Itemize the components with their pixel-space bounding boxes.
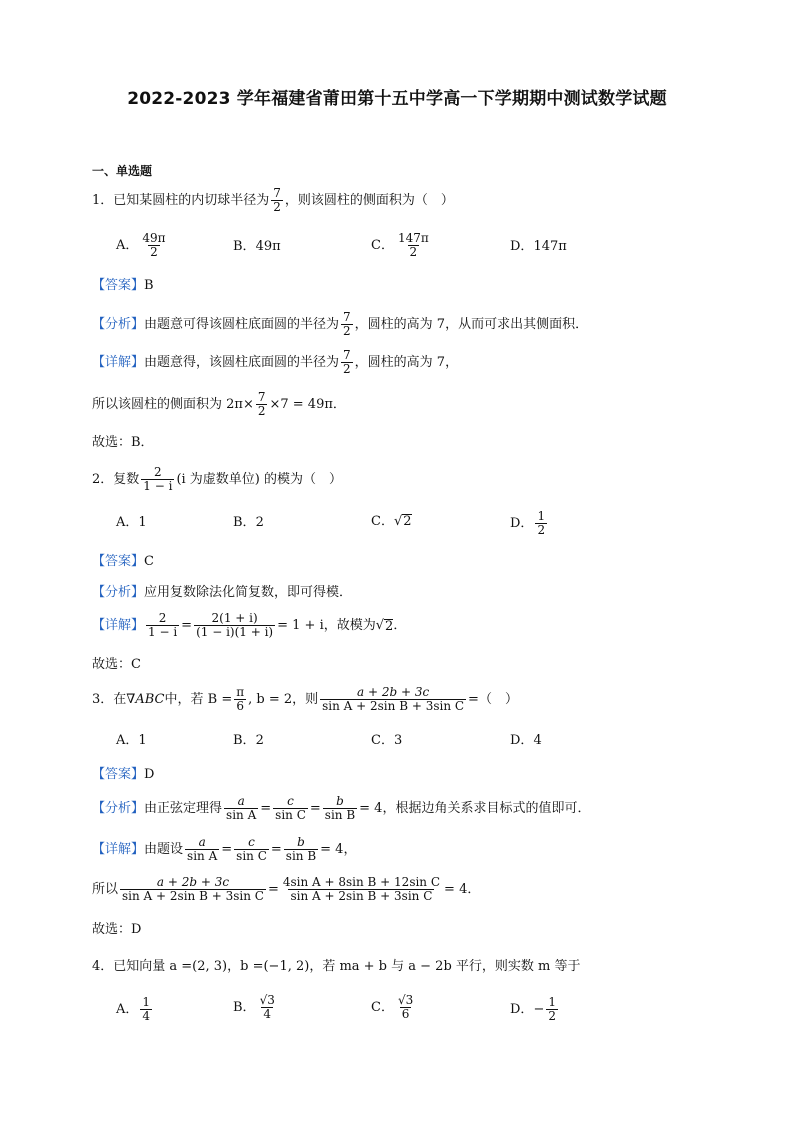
- analysis-tag: 【分析】: [92, 801, 145, 817]
- option-value: 49π: [255, 239, 281, 254]
- frac-den: 2: [150, 245, 158, 260]
- analysis-tag: 【分析】: [92, 317, 145, 333]
- q3-option-b: [233, 734, 264, 747]
- frac-num: a + 2b + 3c: [156, 875, 230, 889]
- answer-tag: 【答案】: [92, 278, 145, 293]
- q2-answer: [92, 555, 154, 568]
- frac-num: 1: [548, 995, 556, 1009]
- detail-fraction-1: [146, 612, 179, 639]
- q2-stem-text-post: (i 为虚数单位) 的模为（ ）: [176, 472, 343, 488]
- option-label: B．: [233, 733, 256, 748]
- answer-value: B: [144, 278, 154, 293]
- frac-den: 2: [548, 1009, 556, 1024]
- option-label: D．: [510, 733, 534, 748]
- analysis-text: 由题意可得该圆柱底面圆的半径为: [144, 317, 340, 333]
- detail-end: ．: [393, 618, 407, 634]
- frac-num: 7: [257, 390, 266, 404]
- q3-stem-mid2: , b = 2，则: [248, 692, 319, 708]
- q3-b-fraction: [234, 686, 246, 713]
- frac-num: a: [237, 794, 245, 808]
- frac-num: 2(1 + i): [211, 611, 258, 625]
- detail-text: 由题意得，该圆柱底面圆的半径为: [144, 355, 340, 371]
- q2-stem-fraction: [141, 466, 174, 493]
- frac-den: 2: [273, 200, 281, 215]
- option-fraction: [140, 996, 152, 1023]
- q2-stem-text: 2．复数: [92, 472, 140, 488]
- frac-num: 4sin A + 8sin B + 12sin C: [282, 875, 441, 889]
- equals-sign: =: [270, 842, 282, 858]
- question-4-stem: 4．已知向量 a =(2, 3)，b =(−1, 2)，若 ma + b 与 a − 2b 平行，则实数 m 等于: [92, 959, 581, 974]
- frac-num: √3: [259, 993, 275, 1007]
- analysis-text-post: ，圆柱的高为 7，从而可求出其侧面积．: [354, 317, 589, 333]
- option-label: C．: [371, 238, 394, 254]
- detail-sqrt-value: 2: [385, 618, 394, 634]
- answer-tag: 【答案】: [92, 554, 145, 569]
- option-label: A．: [116, 238, 139, 254]
- q3-choose: 故选：D: [92, 922, 142, 937]
- q3-option-d: [510, 734, 542, 747]
- frac-num: π: [236, 685, 245, 699]
- equals-sign: =: [260, 801, 272, 817]
- sqrt-sign: √: [393, 513, 403, 529]
- detail-fraction-2: [194, 612, 275, 639]
- frac-a: [185, 836, 219, 863]
- frac-den: 4: [263, 1007, 272, 1022]
- equals-sign: =: [181, 618, 193, 634]
- detail-text-post: ，圆柱的高为 7，: [354, 355, 459, 371]
- detail-line-post: = 4．: [444, 882, 481, 898]
- frac-den: 2: [409, 245, 418, 260]
- q3-analysis: [92, 795, 590, 822]
- equals-sign: =: [267, 882, 279, 898]
- option-label: D．: [510, 1002, 534, 1018]
- q1-stem-text: 1．已知某圆柱的内切球半径为: [92, 193, 270, 209]
- frac-den: 4: [142, 1009, 151, 1024]
- question-1-stem: [92, 187, 454, 214]
- frac-num: a + 2b + 3c: [356, 685, 430, 699]
- option-label: C．: [371, 733, 394, 748]
- q3-stem-mid: 中，若 B =: [164, 692, 233, 708]
- frac-den: 6: [236, 699, 244, 714]
- q2-option-c: [371, 514, 412, 528]
- frac-num: 2: [154, 465, 162, 479]
- detail-line-text: 所以该圆柱的侧面积为 2π×: [92, 397, 254, 413]
- frac-den: sin A: [187, 849, 218, 864]
- question-3-stem: [92, 686, 518, 713]
- frac-num: a: [198, 835, 206, 849]
- option-value: 2: [255, 515, 264, 530]
- option-fraction: [396, 994, 415, 1021]
- frac-b: [323, 795, 357, 822]
- q1-option-a: [116, 232, 170, 259]
- analysis-text: 应用复数除法化简复数，即可得模．: [144, 585, 353, 600]
- frac-num: c: [287, 794, 294, 808]
- frac-num: 7: [343, 310, 351, 324]
- q3-answer: [92, 768, 154, 781]
- analysis-fraction: [341, 311, 353, 338]
- analysis-text-post: = 4，根据边角关系求目标式的值即可．: [359, 801, 591, 817]
- frac-den: sin B: [285, 849, 317, 864]
- option-fraction: [535, 510, 547, 537]
- option-label: B．: [233, 1000, 256, 1016]
- q4-option-b: [233, 994, 279, 1021]
- question-2-stem: [92, 466, 342, 493]
- q1-detail-line: [92, 391, 346, 418]
- frac-den: sin C: [275, 808, 306, 823]
- frac-num: b: [297, 835, 305, 849]
- frac-c: [234, 836, 269, 863]
- frac-num: b: [336, 794, 344, 808]
- detail-tag: 【详解】: [92, 618, 145, 634]
- option-value: 147π: [533, 239, 567, 254]
- frac-den: sin B: [324, 808, 356, 823]
- q4-option-c: [371, 994, 417, 1021]
- frac-num: √3: [397, 993, 414, 1007]
- q1-answer: [92, 279, 154, 292]
- frac-den: sin A + 2sin B + 3sin C: [122, 889, 264, 904]
- option-fraction: [546, 996, 558, 1023]
- triangle-symbol: ∇ABC: [126, 692, 165, 708]
- q3-stem-text: 3．在: [92, 692, 127, 708]
- analysis-text: 由正弦定理得: [144, 801, 223, 817]
- detail-line-fraction: [256, 391, 268, 418]
- detail-line-text-post: ×7 = 49π．: [269, 397, 346, 413]
- detail-tag: 【详解】: [92, 842, 145, 858]
- frac-num: c: [248, 835, 255, 849]
- option-fraction: [140, 232, 167, 259]
- q1-option-c: [371, 232, 433, 259]
- option-label: B．: [233, 515, 256, 530]
- frac-den: 2: [343, 324, 351, 339]
- section-heading: 一、单选题: [92, 164, 153, 178]
- option-value: 2: [255, 733, 264, 748]
- q1-option-d: [510, 240, 567, 253]
- q3-stem-fraction: [320, 686, 466, 713]
- frac-c: [273, 795, 308, 822]
- answer-value: D: [144, 767, 155, 782]
- frac-den: sin A: [226, 808, 257, 823]
- analysis-tag: 【分析】: [92, 585, 145, 600]
- q4-option-d: [510, 996, 560, 1023]
- line-fraction-1: [120, 876, 266, 903]
- option-value: 4: [533, 733, 542, 748]
- frac-den: 6: [401, 1007, 410, 1022]
- equals-sign: =: [221, 842, 233, 858]
- line-fraction-2: [281, 876, 442, 903]
- minus-sign: −: [533, 1002, 545, 1018]
- option-value: 1: [138, 515, 147, 530]
- frac-den: sin C: [236, 849, 267, 864]
- q2-detail: [92, 612, 406, 639]
- q2-option-b: [233, 516, 264, 529]
- frac-num: 7: [273, 186, 281, 200]
- frac-b: [284, 836, 318, 863]
- q1-stem-fraction: [271, 187, 283, 214]
- frac-num: 2: [158, 611, 167, 625]
- frac-den: (1 − i)(1 + i): [196, 625, 274, 640]
- detail-tag: 【详解】: [92, 355, 145, 371]
- detail-fraction: [341, 349, 353, 376]
- frac-num: 1: [537, 509, 546, 523]
- option-fraction: [258, 994, 277, 1021]
- detail-text: 由题设: [144, 842, 184, 858]
- q3-option-c: [371, 734, 402, 747]
- frac-den: 1 − i: [143, 479, 173, 494]
- frac-den: 2: [537, 523, 546, 538]
- option-value: 3: [393, 733, 403, 748]
- frac-num: 49π: [142, 231, 166, 245]
- equals-sign: =: [309, 801, 321, 817]
- frac-num: 1: [142, 995, 151, 1009]
- q1-choose: 故选：B．: [92, 435, 154, 450]
- frac-den: sin A + 2sin B + 3sin C: [290, 889, 433, 904]
- option-value: 1: [138, 733, 147, 748]
- q3-option-a: [116, 734, 147, 747]
- option-label: C．: [371, 513, 394, 529]
- q1-stem-text-post: ，则该圆柱的侧面积为（ ）: [284, 193, 454, 209]
- q2-choose: 故选：C: [92, 657, 141, 672]
- sqrt-sign: √: [375, 618, 385, 634]
- frac-den: sin A + 2sin B + 3sin C: [322, 699, 465, 714]
- frac-a: [224, 795, 258, 822]
- q3-detail-line: [92, 876, 480, 903]
- q3-detail: [92, 836, 356, 863]
- option-label: C．: [371, 1000, 394, 1016]
- frac-num: 7: [343, 348, 351, 362]
- option-fraction: [396, 232, 431, 259]
- option-label: A．: [116, 733, 139, 748]
- q1-analysis: [92, 311, 588, 338]
- option-label: A．: [116, 1002, 139, 1018]
- frac-den: 1 − i: [148, 625, 178, 640]
- option-value: 2: [403, 514, 412, 529]
- answer-tag: 【答案】: [92, 767, 145, 782]
- q2-option-a: [116, 516, 147, 529]
- q1-option-b: [233, 240, 281, 253]
- answer-value: C: [144, 554, 154, 569]
- q1-detail: [92, 349, 458, 376]
- page-title: 2022-2023 学年福建省莆田第十五中学高一下学期期中测试数学试题: [127, 89, 667, 109]
- q4-option-a: [116, 996, 154, 1023]
- frac-den: 2: [257, 404, 266, 419]
- detail-line-text: 所以: [92, 882, 119, 898]
- option-label: D．: [510, 239, 534, 254]
- detail-text-post: = 4，: [320, 842, 357, 858]
- q2-analysis: [92, 586, 352, 599]
- option-label: D．: [510, 516, 534, 532]
- option-label: A．: [116, 515, 139, 530]
- frac-den: 2: [343, 362, 351, 377]
- q3-stem-post: =（ ）: [468, 692, 518, 708]
- detail-text: = 1 + i，故模为: [277, 618, 376, 634]
- q2-option-d: [510, 510, 549, 537]
- option-label: B．: [233, 239, 256, 254]
- frac-num: 147π: [397, 231, 429, 245]
